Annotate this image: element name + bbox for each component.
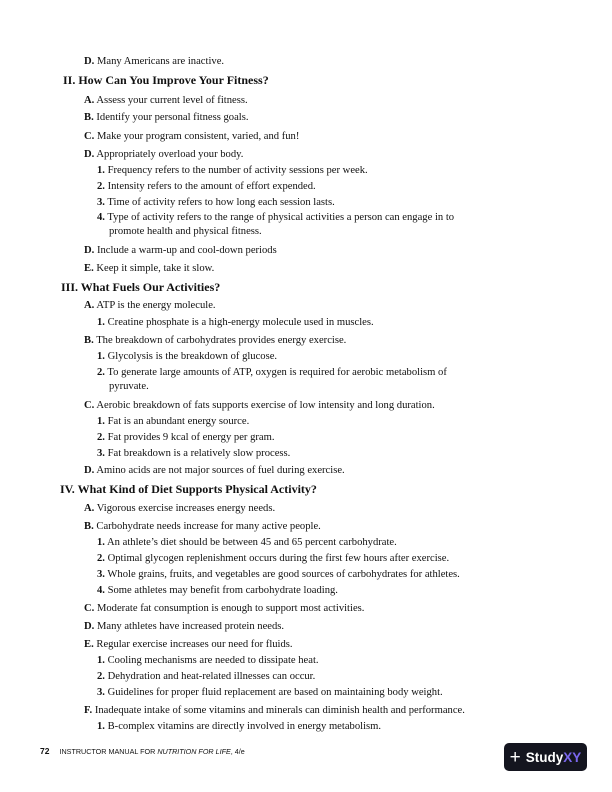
outline-item: E. Keep it simple, take it slow.	[84, 263, 215, 274]
outline-subitem: 3. Guidelines for proper fluid replacement are based on maintaining body weight.	[97, 687, 443, 698]
footer-edition: , 4/e	[230, 747, 245, 756]
outline-subitem: 1. B-complex vitamins are directly involved in energy metabolism.	[97, 721, 382, 732]
outline-subitem: 3. Time of activity refers to how long each session lasts.	[97, 197, 335, 208]
outline-subitem: 4. Type of activity refers to the range of physical activities a person can engage in to	[97, 212, 455, 223]
outline-item: A. Assess your current level of fitness.	[84, 95, 248, 106]
outline-item: E. Regular exercise increases our need for fluids.	[84, 639, 293, 650]
studyxy-badge[interactable]	[504, 743, 587, 771]
outline-continuation: promote health and physical fitness.	[109, 226, 262, 237]
outline-item: B. The breakdown of carbohydrates provides energy exercise.	[84, 335, 347, 346]
outline-continuation: pyruvate.	[109, 381, 149, 392]
outline-subitem: 2. Optimal glycogen replenishment occurs during the first few hours after exercise.	[97, 553, 450, 564]
outline-item: C. Make your program consistent, varied, and fun!	[84, 131, 300, 142]
outline-subitem: 1. An athlete’s diet should be between 45 and 65 percent carbohydrate.	[97, 537, 397, 548]
outline-subitem: 2. Fat provides 9 kcal of energy per gram.	[97, 432, 275, 443]
plus-icon: +	[509, 746, 521, 768]
outline-subitem: 1. Creatine phosphate is a high-energy molecule used in muscles.	[97, 317, 374, 328]
outline-subitem: 1. Glycolysis is the breakdown of glucose.	[97, 351, 278, 362]
outline-subitem: 2. Intensity refers to the amount of effort expended.	[97, 181, 316, 192]
page-number: 72	[40, 746, 50, 756]
section-heading: IV. What Kind of Diet Supports Physical Activity?	[60, 482, 317, 496]
outline-item: C. Moderate fat consumption is enough to support most activities.	[84, 603, 365, 614]
outline-item: A. Vigorous exercise increases energy needs.	[84, 503, 276, 514]
outline-item: D. Many athletes have increased protein needs.	[84, 621, 285, 632]
outline-subitem: 3. Fat breakdown is a relatively slow process.	[97, 448, 291, 459]
outline-item: B. Identify your personal fitness goals.	[84, 112, 249, 123]
outline-item: F. Inadequate intake of some vitamins and minerals can diminish health and performance.	[84, 705, 465, 716]
outline-item: D. Appropriately overload your body.	[84, 149, 244, 160]
book-title: NUTRITION FOR LIFE	[157, 747, 231, 756]
outline-item: D. Many Americans are inactive.	[84, 56, 225, 67]
outline-subitem: 1. Cooling mechanisms are needed to dissipate heat.	[97, 655, 319, 666]
outline-subitem: 1. Fat is an abundant energy source.	[97, 416, 250, 427]
brand-xy: XY	[563, 749, 582, 765]
outline-subitem: 1. Frequency refers to the number of activity sessions per week.	[97, 165, 368, 176]
brand-study: Study	[525, 749, 564, 765]
outline-subitem: 2. Dehydration and heat-related illnesses can occur.	[97, 671, 316, 682]
outline-item: D. Amino acids are not major sources of fuel during exercise.	[84, 465, 345, 476]
footer-text: INSTRUCTOR MANUAL FOR	[59, 747, 158, 756]
outline-subitem: 2. To generate large amounts of ATP, oxygen is required for aerobic metabolism of	[97, 367, 447, 378]
outline-subitem: 4. Some athletes may benefit from carbohydrate loading.	[97, 585, 338, 596]
outline-item: B. Carbohydrate needs increase for many active people.	[84, 521, 321, 532]
outline-item: D. Include a warm-up and cool-down periods	[84, 245, 277, 256]
section-heading: III. What Fuels Our Activities?	[61, 280, 221, 294]
outline-item: C. Aerobic breakdown of fats supports exercise of low intensity and long duration.	[84, 400, 435, 411]
section-heading: II. How Can You Improve Your Fitness?	[63, 73, 269, 87]
outline-item: A. ATP is the energy molecule.	[84, 300, 216, 311]
page-footer	[40, 746, 245, 757]
outline-subitem: 3. Whole grains, fruits, and vegetables are good sources of carbohydrates for athletes.	[97, 569, 460, 580]
